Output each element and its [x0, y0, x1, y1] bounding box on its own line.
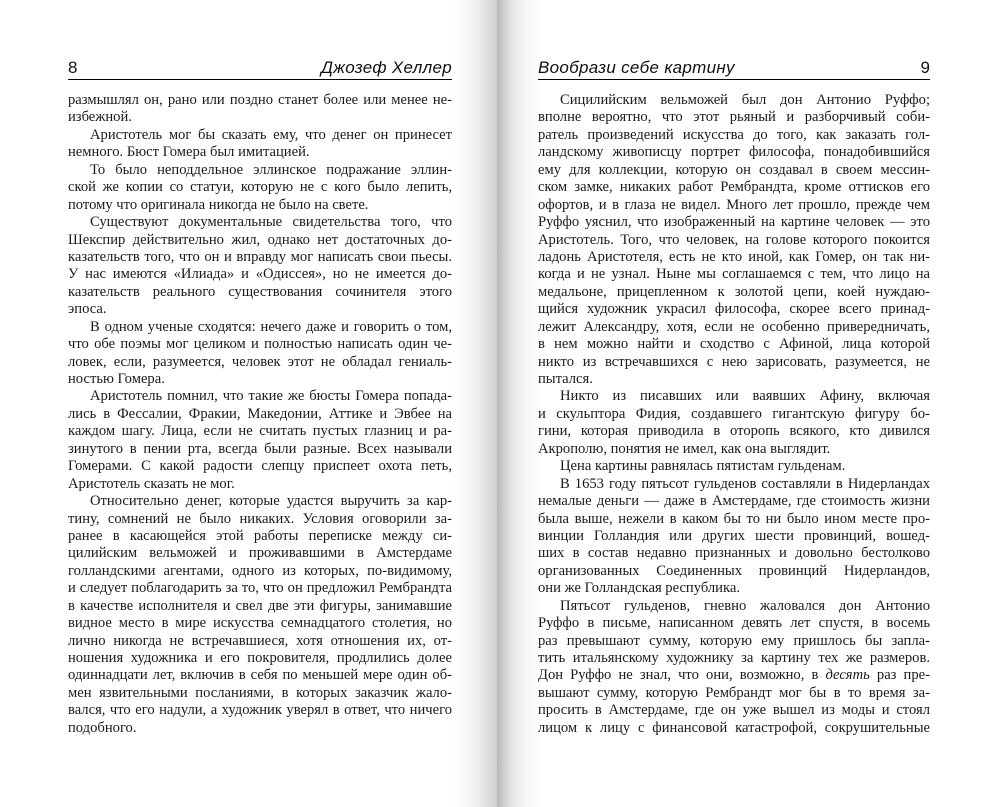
text-line	[538, 667, 930, 684]
page-body-text	[538, 92, 930, 737]
text-line: и следует поблагодарить за то, что он предложил Рембрандта	[68, 580, 452, 597]
text-line: голландскими агентами, одного из которых, по-видимому,	[68, 562, 452, 579]
text-line: в нем можно найти и сходство с Афиной, лица которой	[538, 336, 930, 353]
text-segment: Дон Руффо не знал, что они, возможно, в	[538, 667, 826, 684]
text-line: никто из встречавшихся с нею зарисовать, разумеется, не	[538, 353, 930, 370]
text-line: была выше, нежели в каком бы то ни было ином месте про-	[538, 510, 930, 527]
text-line: Акрополю, понятия не имел, как она выглядит.	[538, 440, 831, 457]
text-line: мен язвительными посланиями, в которых заказчик жало-	[68, 684, 452, 701]
page-body-text	[68, 92, 452, 737]
text-line: медальоне, прицепленном к золотой цепи, коей нуждаю-	[538, 283, 930, 300]
text-line: тину, сомнений не было никаких. Условия оговорили за-	[68, 510, 452, 527]
text-line: немалые деньги — даже в Амстердаме, где стоимость жизни	[538, 493, 930, 510]
text-line: лежит Александру, хотя, если не особенно привередничать,	[538, 318, 930, 335]
text-line: в качестве исполнителя и свел две эти фигуры, занимавшие	[68, 597, 452, 614]
text-line: что обе поэмы мог целиком и полностью написать один че-	[68, 336, 452, 353]
text-line: эпоса.	[68, 301, 107, 318]
text-line: немного. Бюст Гомера был имитацией.	[68, 144, 310, 161]
text-line: ношения художника и его покровителя, продлились долее	[68, 650, 452, 666]
text-line: когда и не узнал. Ныне мы соглашаемся с тем, что лицо на	[538, 266, 930, 283]
text-line: Руффо уяснил, что изображенный на картине человек — это	[538, 214, 930, 231]
text-line: Никто из писавших или ваявших Афину, включая	[560, 388, 930, 405]
text-line: ловек, если, разумеется, человек этот не обладал гениаль-	[68, 353, 452, 370]
text-line: казательств того, что он и вправду мог написать свои пьесы.	[68, 248, 452, 265]
page-header	[68, 57, 452, 80]
text-line: тить итальянскому художнику за картину тех же размеров.	[538, 650, 930, 666]
text-line: цилийским вельможей и проживавшими в Амстердаме	[68, 545, 452, 562]
text-line: вышают сумму, которую Рембрандт мог бы в то время за-	[538, 684, 930, 701]
text-line: Относительно денег, которые удастся выручить за кар-	[90, 493, 452, 510]
text-line: вался, что его надули, а художник уверял в ответ, что ничего	[68, 702, 452, 719]
left-page	[0, 0, 497, 807]
text-line: избежной.	[68, 109, 132, 126]
text-line: Аристотель помнил, что такие же бюсты Гомера попада-	[90, 388, 452, 405]
running-head-title: Вообрази себе картину	[538, 58, 735, 77]
text-line: офортов, и в глаза не видел. Много лет прошло, прежде чем	[538, 196, 930, 213]
text-line: Аристотель сказать не мог.	[68, 475, 235, 492]
text-line: пытался.	[538, 371, 593, 387]
text-line: ландскому живописцу портрет философа, понадобившийся	[538, 144, 930, 161]
text-line: Пятьсот гульденов, гневно жаловался дон Антонио	[560, 597, 930, 614]
text-line: лично никогда не встречавшиеся, хотя отношения их, от-	[68, 632, 452, 649]
emphasized-word: десять	[825, 667, 870, 684]
text-line: В одном ученые сходятся: нечего даже и говорить о том,	[90, 318, 452, 335]
text-line: просить в Амстердаме, где он уже вышел из моды и стоял	[538, 702, 930, 719]
text-line: Аристотель. Того, что человек, на голове которого покоится	[538, 231, 930, 248]
text-line: раз превышают сумму, которую ему пришлось бы запла-	[538, 632, 930, 649]
text-line: Существуют документальные свидетельства того, что	[90, 214, 452, 231]
text-line: То было неподдельное эллинское подражание эллин-	[90, 161, 452, 178]
text-line: они же Голландская республика.	[538, 580, 740, 597]
text-line: потому что оригинала никогда не было на свете.	[68, 196, 369, 213]
text-line: и скульптора Фидия, создавшего гигантскую фигуру бо-	[538, 405, 930, 422]
text-line: гини, которая приводила в оторопь всякого, кто дивился	[538, 423, 930, 440]
text-line: У нас имеются «Илиада» и «Одиссея», но не имеется до-	[68, 266, 452, 283]
text-line: ладонь Аристотеля, есть не кто иной, как Гомер, он так ни-	[538, 248, 930, 265]
text-line: Шекспир действительно жил, однако нет достаточных до-	[68, 231, 452, 248]
text-line: лицом к лицу с финансовой катастрофой, сокрушительные	[538, 719, 930, 736]
page-header	[538, 57, 930, 80]
text-line: щийся художник украсил философа, скорее всего принад-	[538, 301, 930, 318]
text-line: подобного.	[68, 719, 137, 736]
right-page	[497, 0, 1002, 807]
text-line: организованных Соединенных провинций Нидерландов,	[538, 562, 930, 579]
text-line: Сицилийским вельможей был дон Антонио Руффо;	[560, 92, 930, 108]
text-line: размышлял он, рано или поздно станет более или менее не-	[68, 92, 452, 108]
running-head-author: Джозеф Хеллер	[320, 58, 452, 77]
text-line: ранее в касающейся этой работы переписке между си-	[68, 527, 452, 544]
text-line: вполне вероятно, что этот рьяный и разборчивый соби-	[538, 109, 930, 126]
text-line: Аристотель мог бы сказать ему, что денег он принесет	[90, 126, 452, 143]
text-line: лись в Фессалии, Фракии, Македонии, Аттике и Эвбее на	[68, 405, 452, 422]
text-line: ему для коллекции, которую он создавал в своем мессин-	[538, 161, 930, 178]
text-line: ратель произведений искусства до того, как заказать гол-	[538, 126, 930, 143]
text-line: Гомерами. С какой радости слепцу приспеет охота петь,	[68, 458, 452, 475]
page-number: 9	[920, 58, 930, 77]
page-number: 8	[68, 58, 78, 77]
text-line: казательств реального существования сочинителя этого	[68, 283, 452, 300]
text-line: Цена картины равнялась пятистам гульденам.	[560, 458, 846, 475]
text-line: зинутого в пении рта, всегда были разные. Всех называли	[68, 440, 452, 457]
text-segment: раз пре-	[869, 667, 930, 684]
text-line: ском замке, никаких работ Рембрандта, кроме оттисков его	[538, 179, 930, 196]
text-line: одиннадцати лет, включив в себя по меньшей мере один об-	[68, 667, 452, 684]
text-line: В 1653 году пятьсот гульденов составляли в Нидерландах	[560, 475, 930, 492]
text-line: ской же копии со статуи, которую не с кого было лепить,	[68, 179, 452, 196]
text-line: винции Голландия или других шести провинций, вошед-	[538, 527, 930, 544]
text-line: видное место в мире искусства семнадцатого столетия, но	[68, 615, 452, 632]
text-line: каждом шагу. Лица, если не считать пустых глазниц и ра-	[68, 423, 452, 440]
text-line: Руффо в письме, написанном девять лет спустя, в восемь	[538, 615, 930, 632]
text-line: ших в состав недавно признанных и довольно бестолково	[538, 545, 930, 562]
text-line: ностью Гомера.	[68, 371, 165, 387]
